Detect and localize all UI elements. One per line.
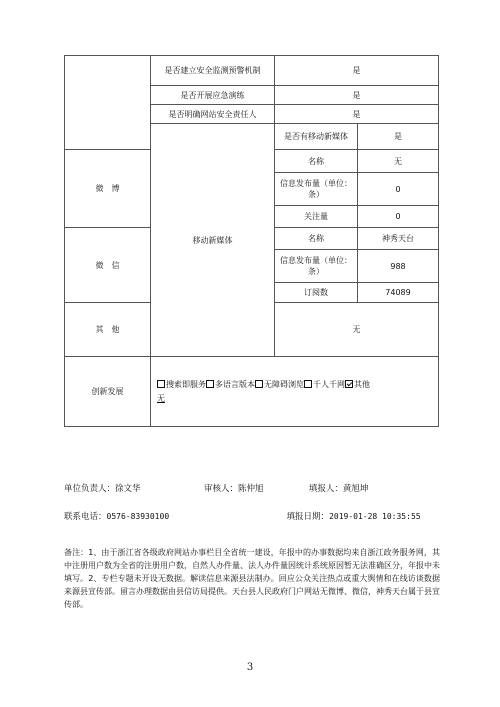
wechat-posts-value: 988	[358, 250, 439, 283]
blank-group-cell	[65, 56, 151, 150]
emergency-drill-label: 是否开展应急演练	[151, 86, 275, 105]
checkbox-icon[interactable]	[255, 380, 263, 388]
checkbox-icon[interactable]	[206, 380, 214, 388]
phone-label: 联系电话：	[64, 512, 107, 522]
leader-value: 徐文华	[115, 484, 141, 494]
leader-label: 单位负责人：	[64, 484, 116, 494]
checkbox-icon[interactable]	[304, 380, 312, 388]
contact-line	[64, 510, 464, 522]
other-label: 其 他	[65, 303, 151, 357]
date-label: 填报日期：	[286, 512, 330, 522]
wechat-name-value: 神秀天台	[358, 228, 439, 250]
emergency-drill-value: 是	[275, 86, 439, 105]
reviewer-label: 审核人：	[203, 484, 238, 494]
wechat-subs-value: 74089	[358, 283, 439, 303]
weibo-name-label: 名称	[275, 150, 358, 173]
weibo-name-value: 无	[358, 150, 439, 173]
weibo-followers-label: 关注量	[275, 206, 358, 228]
notes-paragraph: 备注：1、由于浙江省各级政府网站办事栏目全省统一建设，年报中的办事数据均来自浙江政务服务网，其中注册用户数为全省的注册用户数，自然人办件量、法人办件量因统计系统原因暂无法准确区分，年报中未填写。2、专栏专题未开设无数据。解读信息来源县法制办。回应公众关注热点或重大舆情和在线访谈数据来源县宣传部。留言办理数据由县信访局提供。天台县人民政府门户网站无微博、微信，神秀天台属于县宣传部。	[64, 548, 440, 609]
page-number: 3	[246, 662, 254, 673]
safety-monitor-value: 是	[275, 56, 439, 86]
option-accessibility[interactable]: 无障碍浏览	[255, 380, 304, 389]
report-table	[64, 55, 439, 427]
safety-person-label: 是否明确网站安全责任人	[151, 105, 275, 124]
innovation-options	[151, 357, 439, 427]
other-value: 无	[275, 303, 439, 357]
wechat-label: 微 信	[65, 228, 151, 303]
option-multilang[interactable]: 多语言版本	[206, 380, 255, 389]
filler-value: 黄旭坤	[342, 484, 369, 494]
reviewer-value: 陈仲旭	[237, 484, 264, 494]
wechat-posts-label: 信息发布量（单位：条）	[275, 250, 358, 283]
filler-label: 填报人：	[308, 484, 343, 494]
date-value: 2019-01-28 10:35:55	[329, 512, 421, 521]
option-other[interactable]: 其他	[345, 380, 370, 389]
signature-line	[64, 482, 464, 494]
option-search-service[interactable]: 搜索即服务	[157, 380, 206, 389]
has-mobile-value: 是	[358, 124, 439, 150]
weibo-label: 微 博	[65, 150, 151, 228]
innovation-label: 创新发展	[65, 357, 151, 427]
safety-person-value: 是	[275, 105, 439, 124]
weibo-posts-value: 0	[358, 173, 439, 206]
checkbox-checked-icon[interactable]	[345, 380, 353, 388]
wechat-subs-label: 订阅数	[275, 283, 358, 303]
weibo-followers-value: 0	[358, 206, 439, 228]
checkbox-icon[interactable]	[157, 380, 165, 388]
mobile-media-group-label: 移动新媒体	[151, 124, 275, 357]
option-personalized[interactable]: 千人千网	[304, 380, 345, 389]
innovation-other-value: 无	[157, 393, 165, 403]
has-mobile-label: 是否有移动新媒体	[275, 124, 358, 150]
weibo-posts-label: 信息发布量（单位：条）	[275, 173, 358, 206]
wechat-name-label: 名称	[275, 228, 358, 250]
phone-value: 0576-83930100	[106, 512, 170, 521]
safety-monitor-label: 是否建立安全监测预警机制	[151, 56, 275, 86]
